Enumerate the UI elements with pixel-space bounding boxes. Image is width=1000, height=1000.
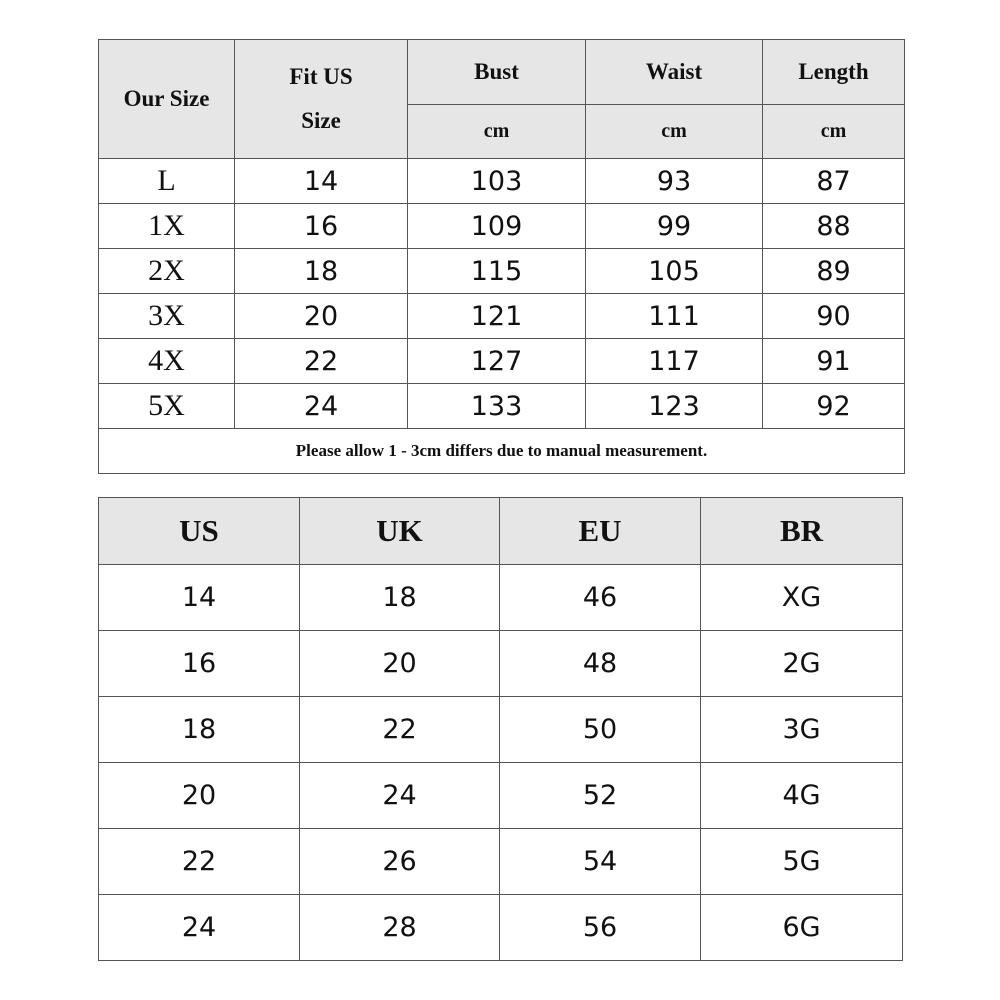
table-row	[99, 631, 903, 697]
waist-cell: 117	[586, 339, 763, 384]
fit-us-cell: 20	[235, 294, 408, 339]
uk-cell: 24	[300, 763, 500, 829]
waist-cell: 99	[586, 204, 763, 249]
our-size-cell: 5X	[99, 384, 235, 429]
us-cell: 18	[99, 697, 300, 763]
fit-us-cell: 24	[235, 384, 408, 429]
bust-cell: 121	[408, 294, 586, 339]
table-row	[99, 204, 905, 249]
waist-cell: 105	[586, 249, 763, 294]
eu-cell: 46	[500, 565, 701, 631]
our-size-cell: L	[99, 159, 235, 204]
br-cell: 4G	[701, 763, 903, 829]
bust-cell: 127	[408, 339, 586, 384]
header-our-size: Our Size	[99, 40, 235, 159]
us-cell: 20	[99, 763, 300, 829]
uk-cell: 28	[300, 895, 500, 961]
header-us: US	[99, 498, 300, 565]
waist-cell: 93	[586, 159, 763, 204]
table-row	[99, 384, 905, 429]
header-br: BR	[701, 498, 903, 565]
header-bust-unit: cm	[408, 105, 586, 159]
header-waist: Waist	[586, 40, 763, 105]
table-row	[99, 565, 903, 631]
length-cell: 87	[763, 159, 905, 204]
header-waist-unit: cm	[586, 105, 763, 159]
header-fit-us-line1: Fit US	[289, 64, 353, 89]
table-row	[99, 249, 905, 294]
uk-cell: 22	[300, 697, 500, 763]
table-row	[99, 339, 905, 384]
us-cell: 22	[99, 829, 300, 895]
measurement-note: Please allow 1 - 3cm differs due to manual measurement.	[99, 429, 905, 474]
fit-us-cell: 18	[235, 249, 408, 294]
length-cell: 89	[763, 249, 905, 294]
table-row	[99, 159, 905, 204]
our-size-cell: 3X	[99, 294, 235, 339]
length-cell: 90	[763, 294, 905, 339]
fit-us-cell: 22	[235, 339, 408, 384]
br-cell: 6G	[701, 895, 903, 961]
waist-cell: 111	[586, 294, 763, 339]
waist-cell: 123	[586, 384, 763, 429]
us-cell: 14	[99, 565, 300, 631]
size-chart-table	[98, 39, 905, 474]
table-row	[99, 294, 905, 339]
header-length: Length	[763, 40, 905, 105]
our-size-cell: 1X	[99, 204, 235, 249]
header-bust: Bust	[408, 40, 586, 105]
bust-cell: 103	[408, 159, 586, 204]
our-size-cell: 2X	[99, 249, 235, 294]
table-row	[99, 829, 903, 895]
fit-us-cell: 14	[235, 159, 408, 204]
header-uk: UK	[300, 498, 500, 565]
length-cell: 91	[763, 339, 905, 384]
header-fit-us-line2: Size	[301, 108, 341, 133]
length-cell: 88	[763, 204, 905, 249]
eu-cell: 48	[500, 631, 701, 697]
bust-cell: 109	[408, 204, 586, 249]
br-cell: 2G	[701, 631, 903, 697]
table-row	[99, 763, 903, 829]
eu-cell: 56	[500, 895, 701, 961]
header-length-unit: cm	[763, 105, 905, 159]
fit-us-cell: 16	[235, 204, 408, 249]
eu-cell: 54	[500, 829, 701, 895]
uk-cell: 18	[300, 565, 500, 631]
uk-cell: 20	[300, 631, 500, 697]
br-cell: 3G	[701, 697, 903, 763]
us-cell: 16	[99, 631, 300, 697]
uk-cell: 26	[300, 829, 500, 895]
br-cell: 5G	[701, 829, 903, 895]
br-cell: XG	[701, 565, 903, 631]
eu-cell: 52	[500, 763, 701, 829]
header-fit-us-size	[235, 40, 408, 159]
us-cell: 24	[99, 895, 300, 961]
table-row	[99, 895, 903, 961]
bust-cell: 115	[408, 249, 586, 294]
our-size-cell: 4X	[99, 339, 235, 384]
header-eu: EU	[500, 498, 701, 565]
bust-cell: 133	[408, 384, 586, 429]
table-row	[99, 697, 903, 763]
size-conversion-table	[98, 497, 903, 961]
eu-cell: 50	[500, 697, 701, 763]
length-cell: 92	[763, 384, 905, 429]
